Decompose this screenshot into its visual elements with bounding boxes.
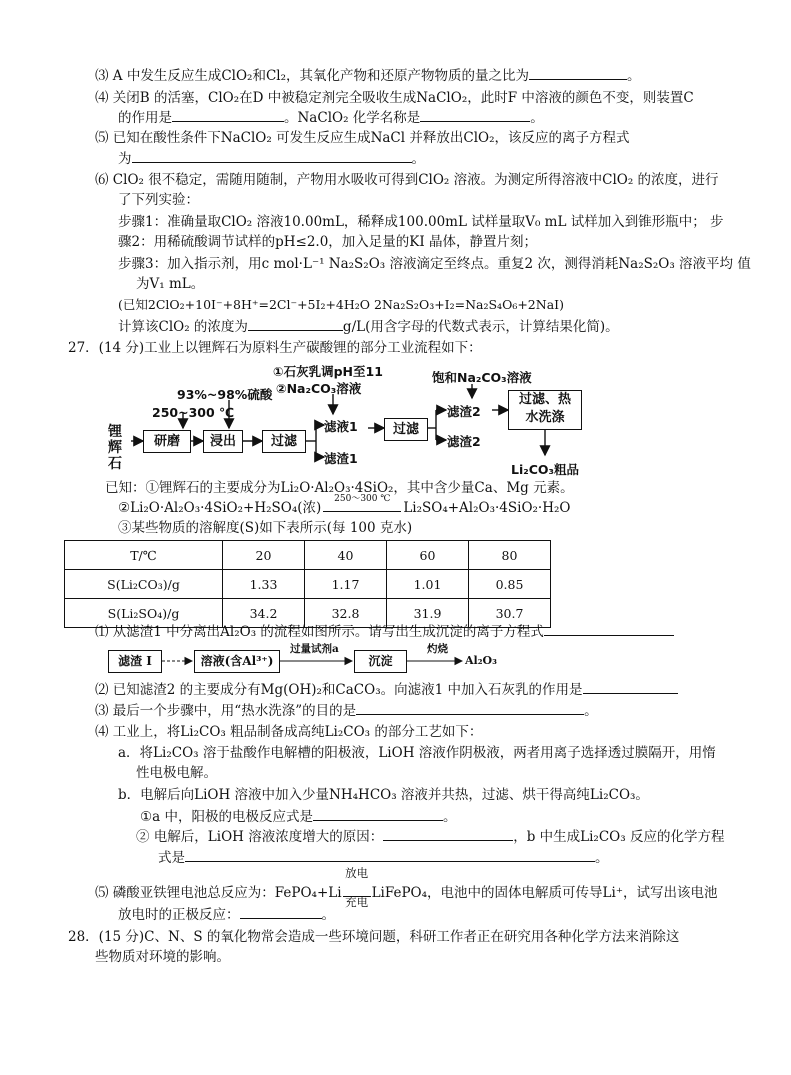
step-filter-2: 过滤 (384, 418, 428, 441)
q27-heading: 27．(14 分)工业上以锂辉石为原料生产碳酸锂的部分工业流程如下： (68, 340, 482, 356)
step-grinding: 研磨 (143, 430, 191, 453)
reaction-condition: 250～300 ℃ (334, 494, 391, 504)
table-header-cell: 60 (387, 541, 469, 570)
q26-equations: (已知2ClO₂+10I⁻+8H⁺=2Cl⁻+5I₂+4H₂O 2Na₂S₂O₃+I₂=Na₂S₄O₆+2NaI) (118, 297, 564, 312)
answer-blank[interactable] (583, 680, 678, 694)
table-header-cell: 40 (305, 541, 387, 570)
table-cell: 32.8 (305, 599, 387, 628)
q27-part5: ⑸ 磷酸亚铁锂电池总反应为：FePO₄+Li 放电 充电 LiFePO₄，电池中的固体电解质可传导Li⁺，试写出该电池 (95, 866, 718, 909)
condition-na2co3: ②Na₂CO₃溶液 (276, 381, 362, 396)
condition-lime: ①石灰乳调pH至11 (273, 364, 383, 379)
q27-part4: ⑷ 工业上，将Li₂CO₃ 粗品制备成高纯Li₂CO₃ 的部分工艺如下： (95, 724, 483, 740)
condition-discharge: 放电 (345, 866, 369, 880)
q26-part4-line2: 的作用是 。NaClO₂ 化学名称是 。 (118, 110, 544, 126)
answer-blank[interactable] (529, 66, 627, 80)
residue-2-lower: 滤渣2 (447, 434, 481, 449)
q26-step3-cont: 为V₁ mL。 (136, 276, 205, 292)
q27-part4-a-cont: 性电极电解。 (136, 765, 217, 781)
answer-blank[interactable] (544, 622, 674, 636)
raw-material-char2: 辉 (108, 440, 122, 456)
table-cell: 1.01 (387, 570, 469, 599)
q27-part4-a: a．将Li₂CO₃ 溶于盐酸作电解槽的阳极液，LiOH 溶液作阴极液，两者用离子选择透过膜隔开，用惰 (118, 745, 716, 761)
solubility-table (64, 540, 551, 628)
answer-blank[interactable] (313, 807, 443, 821)
step-filter-hot-wash (508, 390, 582, 430)
answer-blank[interactable] (383, 827, 513, 841)
table-row (65, 570, 551, 599)
product-crude-li2co3: Li₂CO₃粗品 (511, 462, 579, 477)
answer-blank[interactable] (240, 905, 322, 919)
answer-blank[interactable] (420, 108, 530, 122)
table-header-cell: 80 (469, 541, 551, 570)
answer-blank[interactable] (172, 108, 284, 122)
q26-part6-line2: 了下列实验： (118, 192, 199, 208)
table-header-cell: T/℃ (65, 541, 223, 570)
condition-temperature: 250~300 ℃ (152, 405, 235, 420)
q28-heading-cont: 些物质对环境的影响。 (95, 949, 230, 965)
table-cell: 31.9 (387, 599, 469, 628)
known-1: 已知：①锂辉石的主要成分为Li₂O·Al₂O₃·4SiO₂，其中含少量Ca、Mg 元素。 (105, 480, 574, 496)
mini-box-solution: 溶液(含Al³⁺) (194, 650, 280, 673)
q26-part6-line1: ⑹ ClO₂ 很不稳定，需随用随制，产物用水吸收可得到ClO₂ 溶液。为测定所得溶液中ClO₂ 的浓度，进行 (95, 172, 719, 188)
known-3: ③某些物质的溶解度(S)如下表所示(每 100 克水) (118, 520, 413, 536)
answer-blank[interactable] (248, 317, 343, 331)
table-cell: S(Li₂CO₃)/g (65, 570, 223, 599)
q26-calc: 计算该ClO₂ 的浓度为 g/L(用含字母的代数式表示，计算结果化简)。 (118, 319, 619, 335)
condition-sulfuric-acid: 93%~98%硫酸 (177, 387, 273, 402)
q27-part4-b: b．电解后向LiOH 溶液中加入少量NH₄HCO₃ 溶液并共热，过滤、烘干得高纯Li₂CO₃。 (118, 787, 649, 803)
table-cell: S(Li₂SO₄)/g (65, 599, 223, 628)
step-leaching: 浸出 (203, 430, 243, 453)
q26-part4-line1: ⑷ 关闭B 的活塞，ClO₂在D 中被稳定剂完全吸收生成NaClO₂，此时F 中溶液的颜色不变，则装置C (95, 90, 694, 106)
q26-part5-line2: 为 。 (118, 151, 425, 167)
q27-part4-q2-cont: 式是 。 (158, 850, 609, 866)
condition-saturated-na2co3: 饱和Na₂CO₃溶液 (432, 370, 532, 385)
table-cell: 0.85 (469, 570, 551, 599)
table-header-cell: 20 (223, 541, 305, 570)
answer-blank[interactable] (132, 149, 412, 163)
q27-part5-cont: 放电时的正极反应： 。 (118, 907, 335, 923)
wash-label-1: 过滤、热 (518, 392, 571, 407)
table-cell: 1.17 (305, 570, 387, 599)
q27-part3: ⑶ 最后一个步骤中，用“热水洗涤”的目的是 。 (95, 703, 598, 719)
table-cell: 1.33 (223, 570, 305, 599)
q27-part4-q2: ② 电解后，LiOH 溶液浓度增大的原因： ，b 中生成Li₂CO₃ 反应的化学方程 (136, 829, 725, 845)
answer-blank[interactable] (185, 848, 595, 862)
mini-box-residue: 滤渣 I (108, 650, 162, 673)
table-header-row (65, 541, 551, 570)
table-cell: 30.7 (469, 599, 551, 628)
mini-arrow-calcine: 灼烧 (427, 643, 448, 655)
q27-part1: ⑴ 从滤渣1 中分离出Al₂O₃ 的流程如图所示。请写出生成沉淀的离子方程式 (95, 622, 674, 641)
mini-product: Al₂O₃ (465, 654, 497, 667)
q26-part3: ⑶ A 中发生反应生成ClO₂和Cl₂，其氧化产物和还原产物物质的量之比为 。 (95, 68, 641, 84)
q26-step2: 骤2：用稀硫酸调节试样的pH≤2.0，加入足量的KI 晶体，静置片刻； (118, 234, 537, 250)
table-cell: 34.2 (223, 599, 305, 628)
filtrate-1: 滤液1 (324, 419, 358, 434)
q26-step3: 步骤3：加入指示剂，用c mol·L⁻¹ Na₂S₂O₃ 溶液滴定至终点。重复2 次，测得消耗Na₂S₂O₃ 溶液平均 值 (118, 256, 751, 272)
answer-blank[interactable] (356, 701, 584, 715)
q28-heading: 28．(15 分)C、N、S 的氧化物常会造成一些环境问题，科研工作者正在研究用各种化学方法来消除这 (68, 929, 680, 945)
raw-material-char1: 锂 (108, 424, 122, 440)
q26-step1: 步骤1：准确量取ClO₂ 溶液10.00mL，稀释成100.00mL 试样量取V₀ mL 试样加入到锥形瓶中； 步 (118, 214, 724, 230)
raw-material-char3: 石 (108, 456, 122, 472)
mini-box-precipitate: 沉淀 (354, 650, 407, 673)
q26-part5-line1: ⑸ 已知在酸性条件下NaClO₂ 可发生反应生成NaCl 并释放出ClO₂，该反应的离子方程式 (95, 130, 630, 146)
wash-label-2: 水洗涤 (525, 410, 565, 425)
mini-arrow-reagent: 过量试剂a (290, 643, 339, 655)
q27-part2: ⑵ 已知滤渣2 的主要成分有Mg(OH)₂和CaCO₃。向滤液1 中加入石灰乳的作用是 (95, 680, 678, 699)
condition-charge: 充电 (345, 895, 369, 909)
residue-1: 滤渣1 (324, 451, 358, 466)
residue-2-upper: 滤渣2 (447, 404, 481, 419)
step-filter-1: 过滤 (262, 430, 306, 453)
known-2: ②Li₂O·Al₂O₃·4SiO₂+H₂SO₄(浓) 250～300 ℃ Li₂SO₄+Al₂O₃·4SiO₂·H₂O (118, 499, 570, 517)
q27-part4-q1: ①a 中，阳极的电极反应式是 。 (140, 809, 457, 825)
